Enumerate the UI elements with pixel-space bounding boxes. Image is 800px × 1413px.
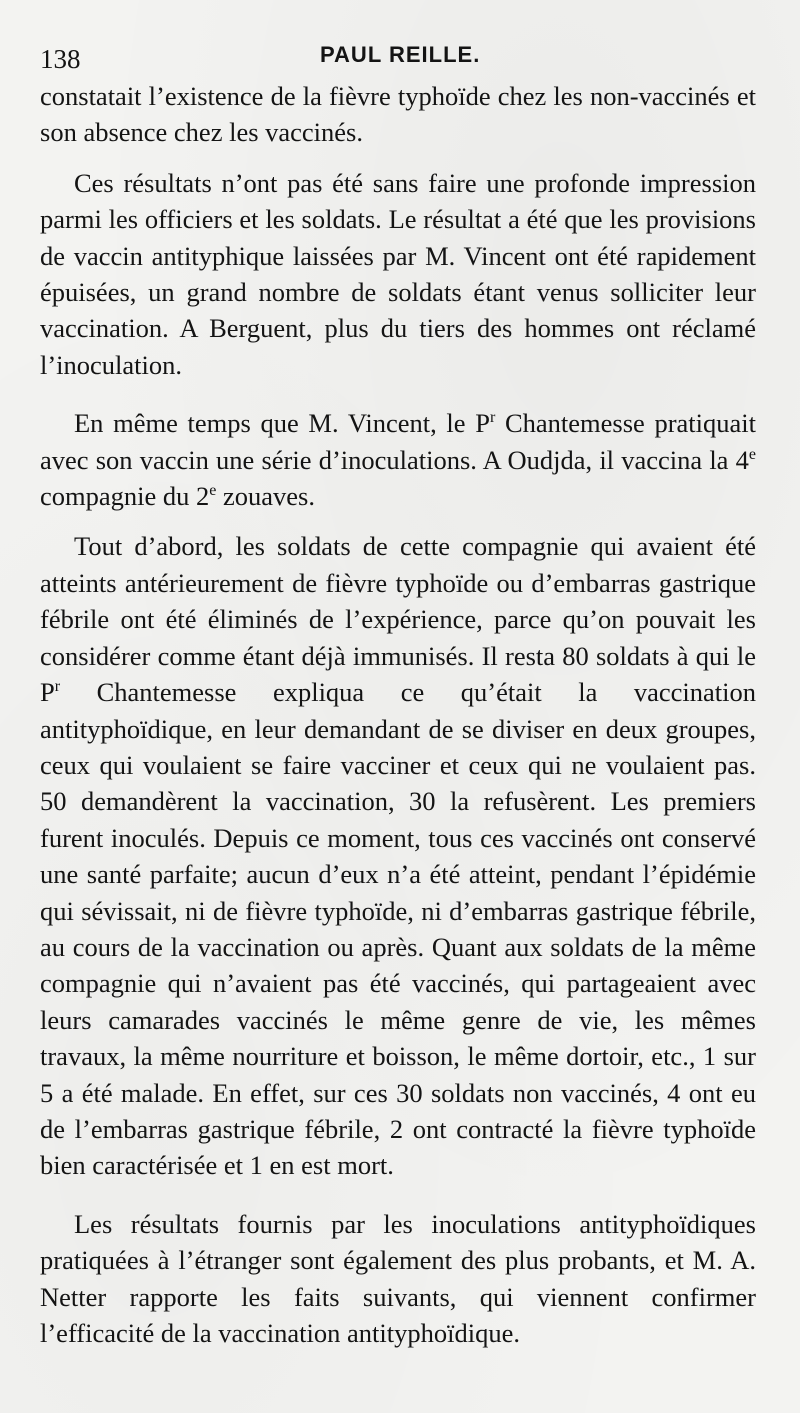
page-number: 138 [40,44,81,74]
text-run: compagnie du 2 [40,481,210,512]
body-text [40,78,756,1351]
superscript: r [489,409,496,427]
paragraph-chantemesse-oudjda [40,405,756,514]
superscript: e [748,445,756,463]
superscript: e [209,482,217,500]
running-head [40,36,760,76]
running-title: PAUL REILLE. [320,42,481,67]
text-run: En même temps que M. Vincent, le P [74,408,490,439]
paragraph-vaccination-results: Ces résultats n’ont pas été sans faire une profonde impression parmi les officiers et les soldats. Le résultat a été que les provisions de vaccin antityphique laissées par M. Vincent ont été rapidement épuisées, un grand nombre de soldats étant venus solliciter leur vaccination. A Berguent, plus du tiers des hommes ont réclamé l’inoculation. [40,167,756,380]
text-run: zouaves. [216,481,315,512]
superscript: r [54,678,61,696]
paragraph-foreign-results: Les résultats fournis par les inoculations antityphoïdiques pratiquées à l’étranger sont également des plus probants, et M. A. Netter rapporte les faits suivants, qui viennent confirmer l’efficacité de la vaccination antityphoïdique. [40,1208,756,1348]
paragraph-continuation: constatait l’existence de la fièvre typhoïde chez les non-vaccinés et son absence chez les vaccinés. [40,81,756,148]
paragraph-experiment [40,528,756,1183]
text-run: Tout d’abord, les soldats de cette compagnie qui avaient été atteints antérieurement de fièvre typhoïde ou d’embarras gastrique fébrile ont été éliminés de l’expérience, parce qu’on pouvait les considérer comme étant déjà immunisés. Il resta 80 soldats à qui le P [40,531,756,708]
text-run: Chantemesse expliqua ce qu’était la vaccination antityphoïdique, en leur demandant de se diviser en deux groupes, ceux qui voulaient se faire vacciner et ceux qui ne voulaient pas. 50 demandèrent la vaccination, 30 la refusèrent. Les premiers furent inoculés. Depuis ce moment, tous ces vaccinés ont conservé une santé parfaite; aucun d’eux n’a été atteint, pendant l’épidémie qui sévissait, ni de fièvre typhoïde, ni d’embarras gastrique fébrile, au cours de la vaccination ou après. Quant aux soldats de la même compagnie qui n’avaient pas été vaccinés, qui partageaient avec leurs camarades vaccinés le même genre de vie, les mêmes travaux, la même nourriture et boisson, le même dortoir, etc., 1 sur 5 a été malade. En effet, sur ces 30 soldats non vaccinés, 4 ont eu de l’embarras gastrique fébrile, 2 ont contracté la fièvre typhoïde bien caractérisée et 1 en est mort. [40,677,756,1181]
text-run: Chantemesse pratiquait avec son vaccin une série d’inoculations. A Oudjda, il vaccina la 4 [40,408,756,475]
